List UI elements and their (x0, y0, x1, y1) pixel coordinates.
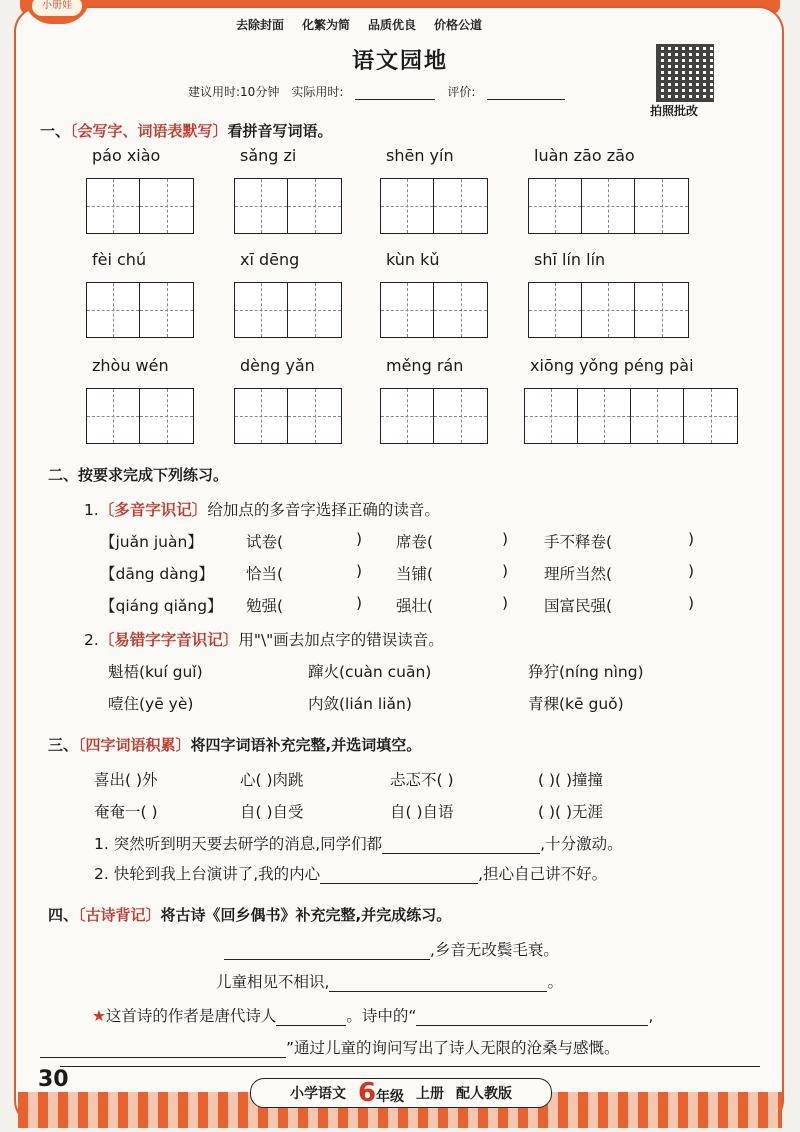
grid-cell[interactable] (288, 389, 341, 443)
footer-subject: 小学语文 (289, 1086, 346, 1102)
grid-cell[interactable] (684, 389, 737, 443)
time-meta (188, 83, 565, 100)
section-tag: 〔古诗背记〕 (78, 906, 161, 924)
grid-cell[interactable] (582, 283, 635, 337)
grid-cell[interactable] (434, 179, 487, 233)
section-number: 一、 (40, 122, 71, 140)
pinyin-label: kùn kǔ (386, 250, 440, 269)
idiom[interactable]: 自( )自语 (390, 803, 454, 821)
grid-cell[interactable] (635, 283, 688, 337)
pronunciation-item[interactable]: 蹿火(cuàn cuān) (308, 663, 432, 681)
q2-heading (84, 628, 444, 650)
section-instruction: 看拼音写词语。 (227, 122, 333, 140)
poem-question-line1 (92, 1004, 653, 1026)
pinyin-label: luàn zāo zāo (534, 146, 635, 165)
writing-grid[interactable] (86, 178, 194, 234)
idiom[interactable]: 奄奄一( ) (94, 803, 158, 821)
polyphone-item[interactable]: 强壮( (396, 597, 434, 615)
polyphone-item[interactable]: 国富民强( (544, 597, 613, 615)
poem-text: 儿童相见不相识, (216, 973, 330, 991)
grid-cell[interactable] (288, 283, 341, 337)
pronunciation-item[interactable]: 内敛(lián liǎn) (308, 695, 412, 713)
slogan: 品质优良 (368, 18, 417, 32)
pronunciation-item[interactable]: 狰狞(níng nìng) (528, 663, 644, 681)
writing-grid[interactable] (528, 282, 689, 338)
idiom[interactable]: 心( )肉跳 (240, 771, 304, 789)
q-number: 2. (84, 631, 99, 649)
poem-line-2 (216, 970, 563, 992)
question-text: ”通过儿童的询问写出了诗人无限的沧桑与感慨。 (286, 1039, 620, 1057)
pinyin-options: 【juǎn juàn】 (100, 533, 203, 551)
pinyin-label: shī lín lín (534, 250, 606, 269)
grid-cell[interactable] (381, 389, 434, 443)
section1-heading (40, 120, 333, 141)
idiom[interactable]: 自( )自受 (240, 803, 304, 821)
page-title: 语文园地 (351, 49, 448, 74)
polyphone-item[interactable]: 手不释卷( (544, 533, 613, 551)
q-tag: 〔多音字识记〕 (98, 501, 208, 519)
pronunciation-item[interactable]: 青稞(kē guǒ) (528, 695, 624, 713)
fill-sentence-2 (94, 862, 607, 884)
footer-term: 上册 (416, 1086, 445, 1102)
section-tag: 〔会写字、词语表默写〕 (70, 122, 228, 140)
q-number: 1. (84, 501, 99, 519)
grid-cell[interactable] (578, 389, 631, 443)
writing-grid[interactable] (380, 178, 488, 234)
actual-time-blank[interactable] (355, 85, 435, 100)
pinyin-label: sǎng zi (240, 146, 297, 165)
grid-cell[interactable] (381, 179, 434, 233)
close-paren: ) (688, 594, 695, 612)
pinyin-label: shēn yín (386, 146, 454, 165)
slogan: 去除封面 (236, 18, 285, 32)
question-text: 这首诗的作者是唐代诗人 (105, 1007, 277, 1025)
writing-grid[interactable] (86, 388, 194, 444)
writing-grid[interactable] (380, 282, 488, 338)
close-paren: ) (356, 594, 363, 612)
pinyin-label: zhòu wén (92, 356, 169, 375)
evaluation-label: 评价: (447, 85, 476, 99)
polyphone-item[interactable]: 勉强( (246, 597, 284, 615)
section3-heading (48, 734, 421, 755)
grid-cell[interactable] (288, 179, 341, 233)
sentence-text: 1. 突然听到明天要去研学的消息,同学们都 (94, 835, 383, 853)
page-number: 30 (38, 1067, 69, 1092)
grid-cell[interactable] (635, 179, 688, 233)
grid-cell[interactable] (582, 179, 635, 233)
grid-cell[interactable] (434, 389, 487, 443)
pinyin-options: 【qiáng qiǎng】 (100, 597, 223, 615)
footer-grade (358, 1078, 404, 1108)
grade-number: 6 (357, 1078, 377, 1108)
sentence-text: ,十分激动。 (540, 835, 623, 853)
fill-sentence-1 (94, 832, 623, 854)
q-instruction: 用"\"画去加点字的错误读音。 (238, 631, 444, 649)
sentence-text: ,担心自己讲不好。 (478, 865, 608, 883)
grid-cell[interactable] (525, 389, 578, 443)
section4-heading (48, 904, 451, 925)
section-number: 四、 (48, 906, 79, 924)
answer-blank[interactable] (382, 837, 540, 854)
writing-grid[interactable] (524, 388, 738, 444)
writing-grid[interactable] (234, 388, 342, 444)
quote-blank[interactable] (416, 1009, 648, 1026)
q1-heading (84, 498, 440, 520)
poem-text: ,乡音无改鬓毛衰。 (430, 941, 559, 959)
idiom[interactable]: 喜出( )外 (94, 771, 158, 789)
idiom[interactable]: ( )( )撞撞 (538, 771, 604, 789)
slogan-bar (232, 16, 486, 34)
pinyin-label: xī dēng (240, 250, 300, 269)
poet-blank[interactable] (276, 1009, 346, 1026)
actual-time-label: 实际用时: (291, 85, 344, 99)
poem-question-line2 (40, 1036, 620, 1058)
close-paren: ) (688, 530, 695, 548)
footer-edition: 配人教版 (456, 1086, 513, 1102)
polyphone-item[interactable]: 席卷( (396, 533, 434, 551)
q-instruction: 给加点的多音字选择正确的读音。 (207, 501, 440, 519)
writing-grid[interactable] (528, 178, 689, 234)
quote-blank[interactable] (40, 1041, 286, 1058)
polyphone-item[interactable]: 试卷( (246, 533, 284, 551)
close-paren: ) (356, 562, 363, 580)
pinyin-label: fèi chú (92, 250, 147, 269)
close-paren: ) (502, 562, 509, 580)
grid-cell[interactable] (140, 389, 193, 443)
star-icon: ★ (92, 1007, 106, 1025)
grid-cell[interactable] (235, 389, 288, 443)
grade-text: 年级 (376, 1089, 405, 1105)
poem-blank[interactable] (224, 943, 430, 960)
grid-cell[interactable] (140, 179, 193, 233)
slogan: 化繁为简 (302, 18, 351, 32)
grid-cell[interactable] (235, 283, 288, 337)
polyphone-item[interactable]: 当铺( (396, 565, 434, 583)
grid-cell[interactable] (381, 283, 434, 337)
section-instruction: 将古诗《回乡偶书》补充完整,并完成练习。 (160, 906, 452, 924)
grid-cell[interactable] (529, 283, 582, 337)
polyphone-item[interactable]: 恰当( (246, 565, 284, 583)
writing-grid[interactable] (86, 282, 194, 338)
pinyin-label: dèng yǎn (240, 356, 315, 375)
polyphone-item[interactable]: 理所当然( (544, 565, 613, 583)
question-text: , (648, 1007, 654, 1025)
writing-grid[interactable] (234, 282, 342, 338)
evaluation-blank[interactable] (487, 85, 565, 100)
section-number: 三、 (48, 736, 79, 754)
pronunciation-item[interactable]: 魁梧(kuí guǐ) (108, 663, 203, 681)
grid-cell[interactable] (140, 283, 193, 337)
question-text: 。诗中的“ (346, 1007, 417, 1025)
idiom[interactable]: 忐忑不( ) (390, 771, 454, 789)
pinyin-label: páo xiào (92, 146, 161, 165)
pronunciation-item[interactable]: 噎住(yē yè) (108, 695, 194, 713)
qr-label: 拍照批改 (650, 104, 699, 118)
grid-cell[interactable] (87, 389, 140, 443)
writing-grid[interactable] (234, 178, 342, 234)
poem-line-1 (224, 938, 559, 960)
grid-cell[interactable] (87, 283, 140, 337)
footer-divider (60, 1066, 760, 1067)
pinyin-label: xiōng yǒng péng pài (530, 356, 694, 375)
close-paren: ) (502, 530, 509, 548)
section2-heading: 二、按要求完成下列练习。 (48, 466, 229, 484)
slogan: 价格公道 (434, 18, 483, 32)
grid-cell[interactable] (235, 179, 288, 233)
close-paren: ) (688, 562, 695, 580)
poem-blank[interactable] (329, 975, 547, 992)
brand-badge-text: 小册娃 (32, 0, 82, 16)
answer-blank[interactable] (320, 867, 478, 884)
close-paren: ) (356, 530, 363, 548)
footer-label (250, 1078, 552, 1108)
section-instruction: 将四字词语补充完整,并选词填空。 (190, 736, 422, 754)
grid-cell[interactable] (529, 179, 582, 233)
poem-text: 。 (547, 973, 563, 991)
grid-cell[interactable] (631, 389, 684, 443)
pinyin-options: 【dāng dàng】 (100, 565, 214, 583)
close-paren: ) (502, 594, 509, 612)
writing-grid[interactable] (380, 388, 488, 444)
grid-cell[interactable] (434, 283, 487, 337)
suggested-time: 建议用时:10分钟 (188, 85, 280, 99)
idiom[interactable]: ( )( )无涯 (538, 803, 604, 821)
sentence-text: 2. 快轮到我上台演讲了,我的内心 (94, 865, 321, 883)
pinyin-label: měng rán (386, 356, 464, 375)
section-tag: 〔四字词语积累〕 (78, 736, 191, 754)
grid-cell[interactable] (87, 179, 140, 233)
qr-code-icon[interactable] (656, 44, 714, 102)
q-tag: 〔易错字字音识记〕 (98, 631, 239, 649)
